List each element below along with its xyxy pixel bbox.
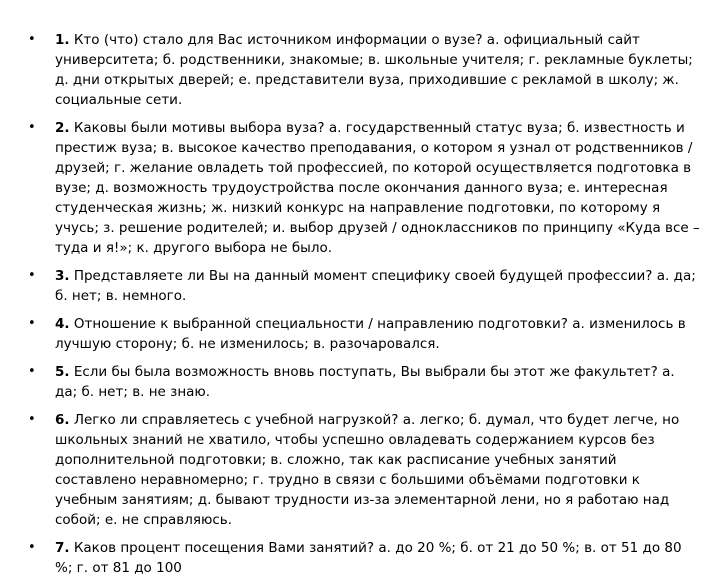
question-text: Каковы были мотивы выбора вуза? а. государственный статус вуза; б. известность и престиж вуза; в. высокое качество преподавания, о котором я узнал от родственников / друзей; г. желание овладеть той профессией, по которой осуществляется подготовка в вузе; д. возможность трудоустройства после окончания данного вуза; е. интересная студенческая жизнь; ж. низкий конкурс на направление подготовки, по которому я учусь; з. решение родителей; и. выбор друзей / одноклассников по принципу «Куда все – туда и я!»; к. другого выбора не было. xyxy=(55,120,700,256)
question-text: Кто (что) стало для Вас источником информации о вузе? а. официальный сайт университета; б. родственники, знакомые; в. школьные учителя; г. рекламные буклеты; д. дни открытых дверей; е. представители вуза, приходившие с рекламой в школу; ж. социальные сети. xyxy=(55,32,693,108)
question-text: Каков процент посещения Вами занятий? а. до 20 %; б. от 21 до 50 %; в. от 51 до 80 %; г. от 81 до 100 xyxy=(55,540,682,576)
bullet-icon: • xyxy=(28,268,36,283)
question-item-6 xyxy=(28,410,700,530)
question-number: 3. xyxy=(55,268,70,284)
bullet-icon: • xyxy=(28,412,36,427)
question-number: 6. xyxy=(55,412,70,428)
question-text: Если бы была возможность вновь поступать, Вы выбрали бы этот же факультет? а. да; б. нет; в. не знаю. xyxy=(55,364,675,400)
question-text: Отношение к выбранной специальности / направлению подготовки? а. изменилось в лучшую сторону; б. не изменилось; в. разочаровался. xyxy=(55,316,686,352)
bullet-icon: • xyxy=(28,540,36,555)
question-item-1 xyxy=(28,30,700,110)
question-number: 2. xyxy=(55,120,70,136)
question-number: 1. xyxy=(55,32,70,48)
question-item-5 xyxy=(28,362,700,402)
question-text: Легко ли справляетесь с учебной нагрузкой? а. легко; б. думал, что будет легче, но школьных знаний не хватило, чтобы успешно овладевать содержанием курсов без дополнительной подготовки; в. сложно, так как расписание учебных занятий составлено неравномерно; г. трудно в связи с большими объёмами подготовки к учебным занятиям; д. бывают трудности из-за элементарной лени, но я работаю над собой; е. не справляюсь. xyxy=(55,412,680,528)
question-item-3 xyxy=(28,266,700,306)
question-item-7 xyxy=(28,538,700,578)
bullet-icon: • xyxy=(28,364,36,379)
bullet-icon: • xyxy=(28,120,36,135)
question-number: 5. xyxy=(55,364,70,380)
questionnaire-list xyxy=(28,30,700,586)
bullet-icon: • xyxy=(28,316,36,331)
question-item-2 xyxy=(28,118,700,258)
question-text: Представляете ли Вы на данный момент специфику своей будущей профессии? а. да; б. нет; в. немного. xyxy=(55,268,696,304)
question-number: 7. xyxy=(55,540,70,556)
question-number: 4. xyxy=(55,316,70,332)
bullet-icon: • xyxy=(28,32,36,47)
question-item-4 xyxy=(28,314,700,354)
